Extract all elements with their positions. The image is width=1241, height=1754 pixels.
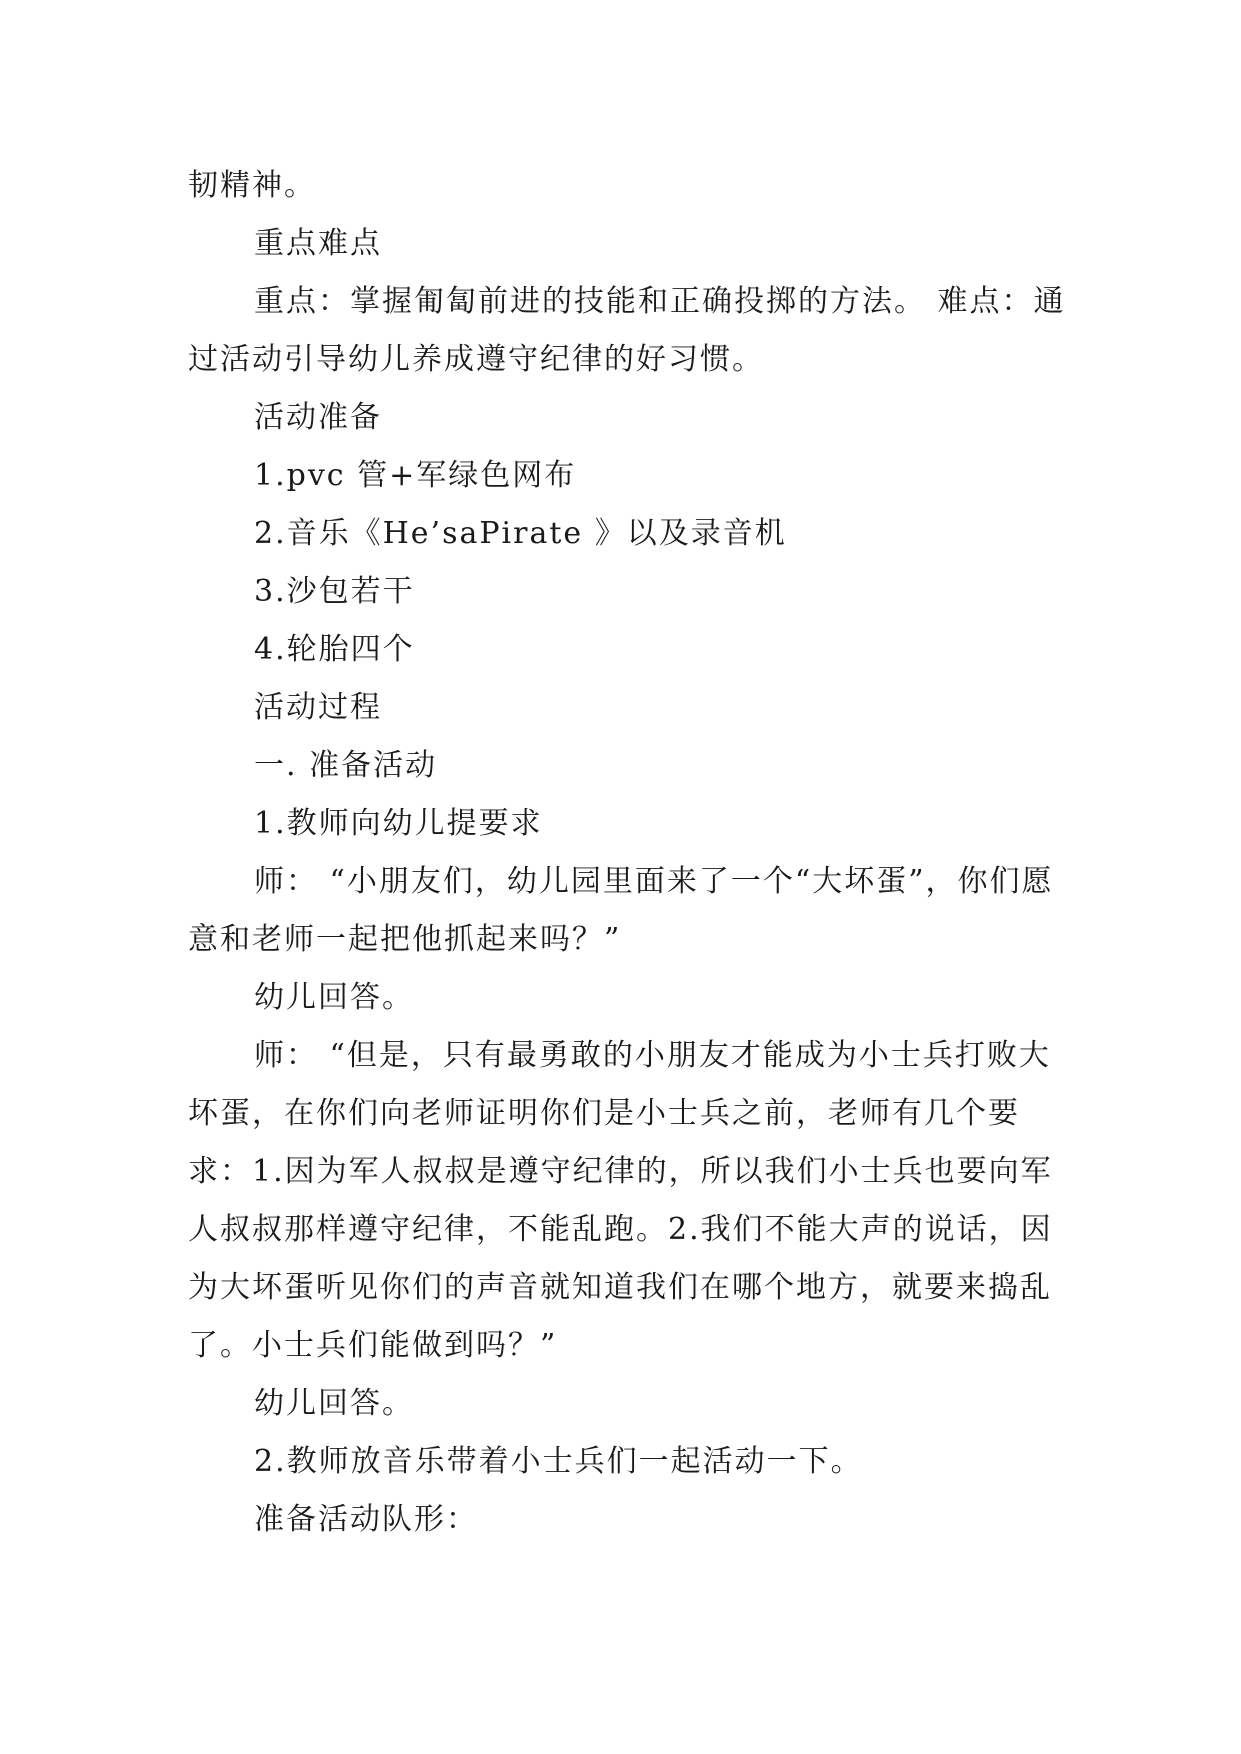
list-item-preparation-2: 2.音乐《He’saPirate 》以及录音机 — [254, 516, 787, 551]
paragraph-continuation: 韧精神。 — [188, 168, 316, 203]
paragraph-teacher-dialogue-1: 师： “小朋友们，幼儿园里面来了一个“大坏蛋”，你们愿意和老师一起把他抓起来吗？” — [188, 864, 1054, 957]
heading-key-points: 重点难点 — [254, 226, 382, 261]
heading-preparation: 活动准备 — [254, 400, 382, 435]
document-body — [188, 157, 1068, 1549]
step-music-activity: 2.教师放音乐带着小士兵们一起活动一下。 — [254, 1444, 863, 1479]
subheading-warmup: 一. 准备活动 — [254, 748, 438, 783]
paragraph-formation: 准备活动队形： — [254, 1502, 478, 1537]
step-teacher-requirements: 1.教师向幼儿提要求 — [254, 806, 543, 841]
paragraph-teacher-dialogue-2: 师： “但是，只有最勇敢的小朋友才能成为小士兵打败大坏蛋，在你们向老师证明你们是小士兵之前，老师有几个要求：1.因为军人叔叔是遵守纪律的，所以我们小士兵也要向军人叔叔那样遵守纪律，不能乱跑。2.我们不能大声的说话，因为大坏蛋听见你们的声音就知道我们在哪个地方，就要来捣乱了。小士兵们能做到吗？” — [188, 1038, 1053, 1363]
list-item-preparation-3: 3.沙包若干 — [254, 574, 415, 609]
list-item-preparation-4: 4.轮胎四个 — [254, 632, 415, 667]
paragraph-children-answer-2: 幼儿回答。 — [254, 1386, 414, 1421]
paragraph-key-points: 重点：掌握匍匐前进的技能和正确投掷的方法。 难点：通过活动引导幼儿养成遵守纪律的好习惯。 — [188, 284, 1066, 377]
list-item-preparation-1: 1.pvc 管+军绿色网布 — [254, 458, 577, 493]
paragraph-children-answer-1: 幼儿回答。 — [254, 980, 414, 1015]
heading-process: 活动过程 — [254, 690, 382, 725]
